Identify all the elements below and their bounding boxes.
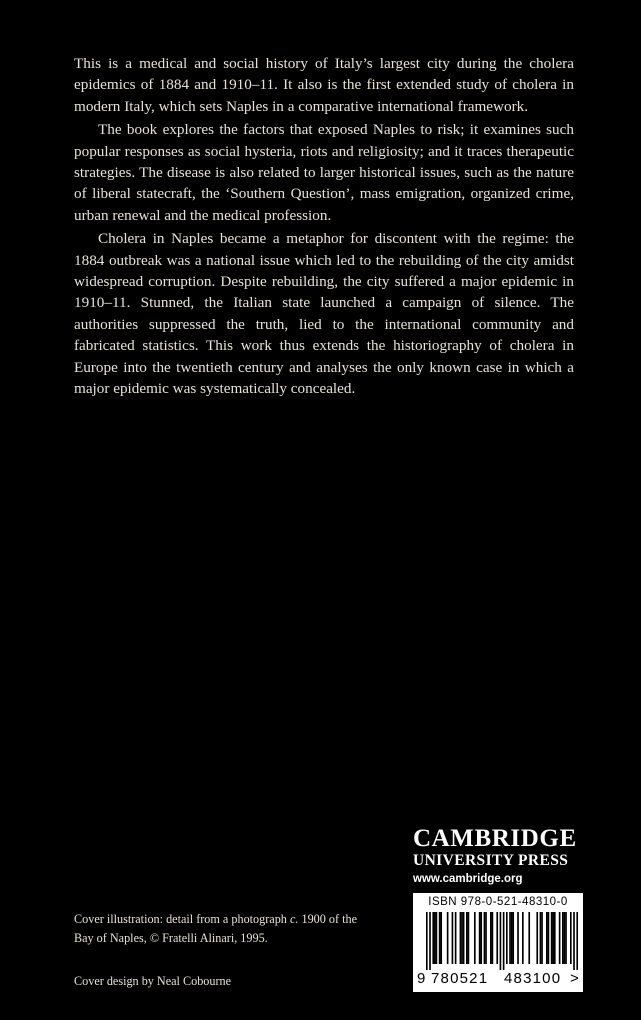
barcode-bar xyxy=(564,912,566,964)
barcode-bar xyxy=(440,912,442,964)
cover-illustration-credit xyxy=(74,910,374,948)
barcode-bar xyxy=(492,912,494,964)
barcode-bar xyxy=(552,912,554,964)
blurb xyxy=(74,53,574,400)
barcode-bar xyxy=(432,912,434,964)
publisher-name: CAMBRIDGE xyxy=(413,825,577,852)
ean-digits xyxy=(413,969,583,989)
ean-quiet-zone-mark: > xyxy=(570,970,580,987)
barcode-bar xyxy=(512,912,514,964)
blurb-paragraph-3: Cholera in Naples became a metaphor for discontent with the regime: the 1884 outbreak was a national issue which led to the rebuilding of the city amidst widespread corruption. Despite rebuilding, the city suffered a major epidemic in 1910–11. Stunned, the Italian state launched a campaign of silence. The authorities suppressed the truth, lied to the international community and fabricated statistics. This work thus extends the historiography of cholera in Europe into the twentieth century and analyses the only known case in which a major epidemic was systematically concealed. xyxy=(74,230,574,398)
barcode-bar xyxy=(506,912,508,964)
barcode-bar xyxy=(548,912,550,964)
barcode-bar xyxy=(447,912,449,964)
barcode-bar xyxy=(570,912,572,964)
barcode-bar xyxy=(466,912,468,964)
barcode-bar xyxy=(460,912,462,964)
barcode-bar xyxy=(559,912,561,964)
barcode-bar xyxy=(426,912,428,970)
cover-design-credit: Cover design by Neal Cobourne xyxy=(74,974,232,988)
credit-circa: c. xyxy=(289,912,299,926)
barcode-bar xyxy=(480,912,482,964)
barcode-bar xyxy=(463,912,465,964)
barcode-bar xyxy=(562,912,564,964)
publisher-subtitle: UNIVERSITY PRESS xyxy=(413,852,569,869)
isbn-number: ISBN 978-0-521-48310-0 xyxy=(428,896,568,908)
barcode-bar xyxy=(496,912,498,964)
isbn-barcode xyxy=(413,893,583,992)
blurb-paragraph-1: This is a medical and social history of Italy’s largest city during the cholera epidemics of 1884 and 1910–11. It also is the first extended study of cholera in modern Italy, which sets Naples in a comparative international framework. xyxy=(74,55,574,115)
barcode-bar xyxy=(528,912,530,964)
barcode-bar xyxy=(551,912,553,964)
barcode-bar xyxy=(522,912,524,964)
barcode-bar xyxy=(500,912,502,970)
barcode-bar xyxy=(434,912,436,964)
barcode-bar xyxy=(479,912,481,964)
barcode-bar xyxy=(540,912,542,964)
ean-first-digit: 9 xyxy=(417,970,427,987)
barcode-bar xyxy=(461,912,463,964)
publisher-url: www.cambridge.org xyxy=(413,873,523,885)
barcode-bar xyxy=(511,912,513,964)
barcode-bar xyxy=(468,912,470,964)
barcode-bar xyxy=(546,912,548,964)
barcode-bars xyxy=(426,912,578,970)
barcode-bar xyxy=(474,912,476,964)
blurb-paragraph-2: The book explores the factors that exposed Naples to risk; it examines such popular responses as social hysteria, riots and religiosity; and it traces therapeutic strategies. The disease is also related to larger historical issues, such as the nature of liberal statecraft, the ‘Southern Question’, mass emigration, organized crime, urban renewal and the medical profession. xyxy=(74,121,574,224)
barcode-bar xyxy=(573,912,575,970)
barcode-bar xyxy=(536,912,538,964)
barcode-bar xyxy=(439,912,441,964)
barcode-bar xyxy=(436,912,438,964)
barcode-bar xyxy=(455,912,457,964)
credit-prefix: Cover illustration: detail from a photograph xyxy=(74,912,290,926)
barcode-bar xyxy=(509,912,511,964)
barcode-bar xyxy=(484,912,486,964)
barcode-bar xyxy=(490,912,492,964)
credit-suffix: 1900 of the Bay of Naples, © Fratelli Alinari, 1995. xyxy=(74,912,357,945)
barcode-bar xyxy=(503,912,505,970)
barcode-bar xyxy=(517,912,519,964)
publisher-logo xyxy=(413,826,583,889)
ean-left-group: 780521 xyxy=(431,970,489,987)
barcode-bar xyxy=(541,912,543,964)
barcode-bar xyxy=(429,912,431,970)
barcode-bar xyxy=(576,912,578,970)
barcode-bar xyxy=(452,912,454,964)
barcode-bar xyxy=(565,912,567,964)
barcode-bar xyxy=(485,912,487,964)
barcode-bar xyxy=(554,912,556,964)
ean-right-group: 483100 xyxy=(504,970,562,987)
